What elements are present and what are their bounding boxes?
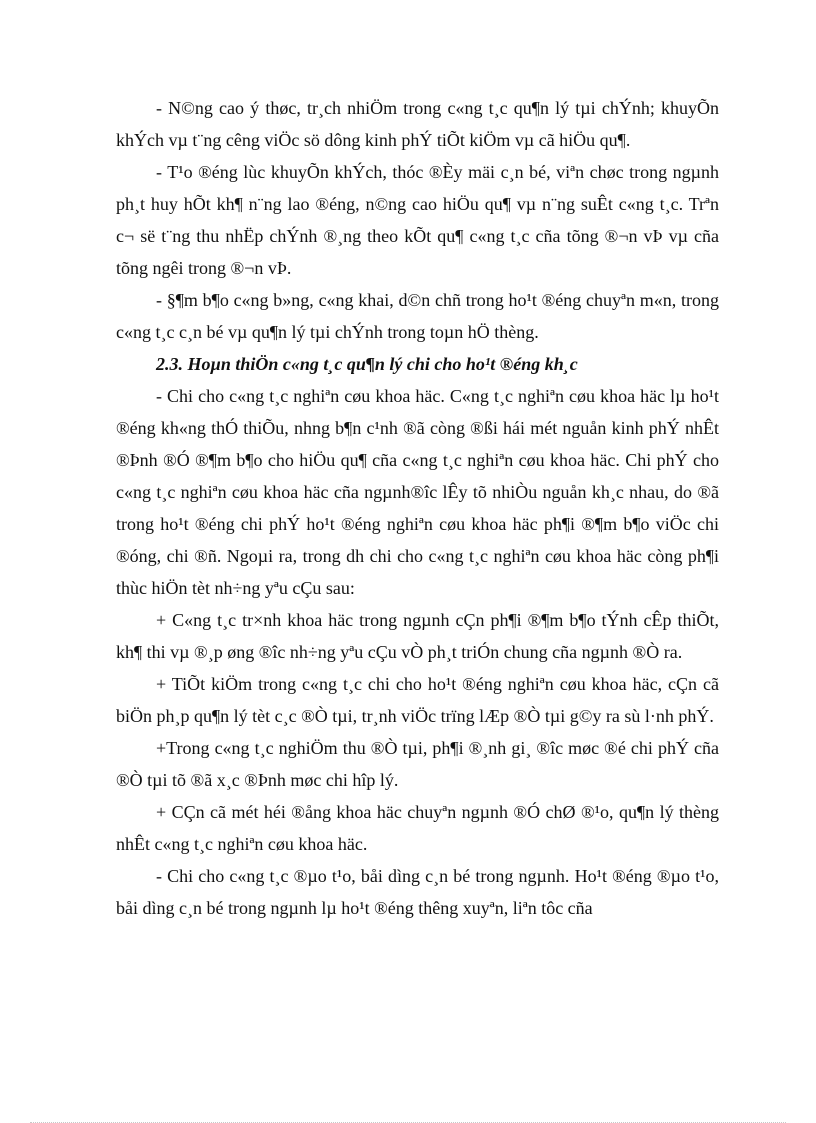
paragraph-motivation: - T¹o ®éng lùc khuyÕn khÝch, thóc ®Èy mäi c¸n bé, viªn chøc trong ngµnh ph¸t huy hÕt kh¶ n¨ng lao ®éng, n©ng cao hiÖu qu¶ vµ n¨ng suÊt c«ng t¸c. Trªn c¬ së t¨ng thu nhËp chÝnh ®¸ng theo kÕt qu¶ c«ng t¸c cña tõng ®¬n vÞ vµ cña tõng ngêi trong ®¬n vÞ. bbox=[116, 162, 719, 278]
paragraph-training: - Chi cho c«ng t¸c ®µo t¹o, båi dìng c¸n bé trong ngµnh. Ho¹t ®éng ®µo t¹o, båi dìng c¸n bé trong ngµnh lµ ho¹t ®éng thêng xuyªn, liªn tôc cña bbox=[116, 866, 719, 918]
paragraph-research-savings: + TiÕt kiÖm trong c«ng t¸c chi cho ho¹t ®éng nghiªn cøu khoa häc, cÇn cã biÖn ph¸p qu¶n lý tèt c¸c ®Ò tµi, tr¸nh viÖc trïng lÆp ®Ò tµi g©y ra sù l·nh phÝ. bbox=[116, 674, 719, 726]
paragraph-research-spending: - Chi cho c«ng t¸c nghiªn cøu khoa häc. C«ng t¸c nghiªn cøu khoa häc lµ ho¹t ®éng kh«ng thÓ thiÕu, nhng b¶n c¹nh ®ã còng ®ßi hái mét nguån kinh phÝ nhÊt ®Þnh ®Ó ®¶m b¶o cho hiÖu qu¶ cña c«ng t¸c nghiªn cøu khoa häc. Chi phÝ cho c«ng t¸c nghiªn cøu khoa häc cña ngµnh®îc lÊy tõ nhiÒu nguån kh¸c nhau, do ®ã trong ho¹t ®éng chi phÝ ho¹t ®éng nghiªn cøu khoa häc ph¶i ®¶m b¶o viÖc chi ®óng, chi ®ñ. Ngoµi ra, trong dh chi cho c«ng t¸c nghiªn cøu khoa häc còng ph¶i thùc hiÖn tèt nh÷ng yªu cÇu sau: bbox=[116, 386, 719, 598]
paragraph-research-council: + CÇn cã mét héi ®ång khoa häc chuyªn ngµnh ®Ó chØ ®¹o, qu¶n lý thèng nhÊt c«ng t¸c nghiªn cøu khoa häc. bbox=[116, 802, 719, 854]
section-heading: 2.3. Hoµn thiÖn c«ng t¸c qu¶n lý chi cho ho¹t ®éng kh¸c bbox=[156, 354, 578, 374]
document-body bbox=[116, 92, 719, 924]
paragraph-research-urgency: + C«ng t¸c tr×nh khoa häc trong ngµnh cÇn ph¶i ®¶m b¶o tÝnh cÊp thiÕt, kh¶ thi vµ ®¸p øng ®îc nh÷ng yªu cÇu vÒ ph¸t triÓn chung cña ngµnh ®Ò ra. bbox=[116, 610, 719, 662]
paragraph-research-acceptance: +Trong c«ng t¸c nghiÖm thu ®Ò tµi, ph¶i ®¸nh gi¸ ®îc møc ®é chi phÝ cña ®Ò tµi tõ ®ã x¸c ®Þnh møc chi hîp lý. bbox=[116, 738, 719, 790]
paragraph-awareness: - N©ng cao ý thøc, tr¸ch nhiÖm trong c«ng t¸c qu¶n lý tµi chÝnh; khuyÕn khÝch vµ t¨ng cêng viÖc sö dông kinh phÝ tiÕt kiÖm vµ cã hiÖu qu¶. bbox=[116, 98, 719, 150]
paragraph-fairness: - §¶m b¶o c«ng b»ng, c«ng khai, d©n chñ trong ho¹t ®éng chuyªn m«n, trong c«ng t¸c c¸n bé vµ qu¶n lý tµi chÝnh trong toµn hÖ thèng. bbox=[116, 290, 719, 342]
